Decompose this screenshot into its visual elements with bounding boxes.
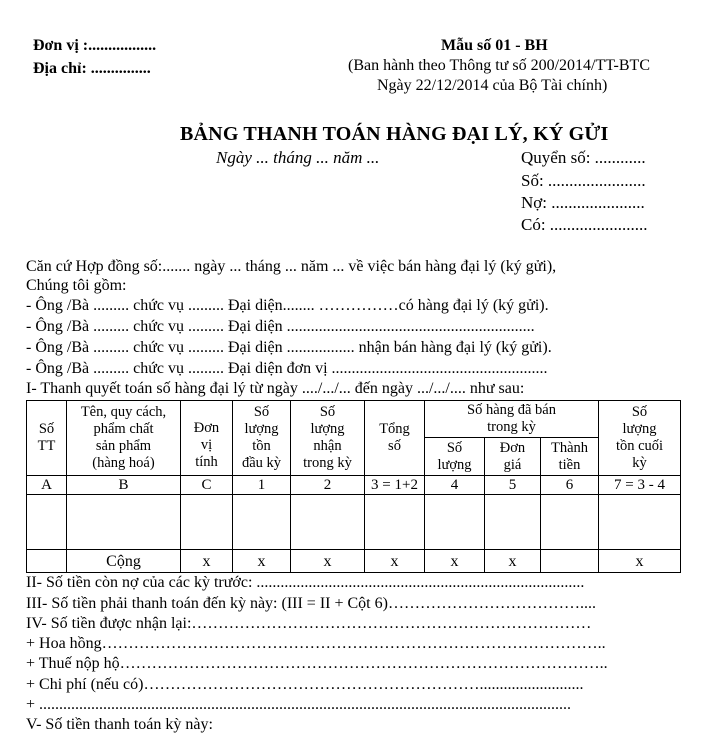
table-cell — [291, 495, 365, 550]
table-cell: x — [599, 550, 681, 573]
header-sold-qty: Số lượng — [425, 438, 485, 476]
table-cell — [541, 495, 599, 550]
table-cell: A — [27, 476, 67, 495]
section-1-heading: I- Thanh quyết toán số hàng đại lý từ ngày ..../.../... đến ngày .../.../.... như sau: — [26, 380, 525, 397]
commission-line: + Hoa hồng………………………………………………………………………………….. — [26, 635, 606, 652]
other-line: + ..................................................................................................................................... — [26, 696, 572, 713]
header-unit: Đơn vị tính — [181, 401, 233, 476]
header-product-name: Tên, quy cách, phẩm chất sản phẩm (hàng hoá) — [67, 401, 181, 476]
document-title: BẢNG THANH TOÁN HÀNG ĐẠI LÝ, KÝ GỬI — [180, 123, 609, 145]
table-header-row — [27, 401, 681, 438]
book-number: Quyển số: ............ — [521, 148, 646, 167]
header-sold-price: Đơn giá — [485, 438, 541, 476]
table-cell — [67, 495, 181, 550]
section-3-line: III- Số tiền phải thanh toán đến kỳ này: (III = II + Cột 6)……………………………….... — [26, 595, 596, 612]
table-cell: 1 — [233, 476, 291, 495]
header-sold-group: Số hàng đã bán trong kỳ — [425, 401, 599, 438]
table-cell: 5 — [485, 476, 541, 495]
table-total-row — [27, 550, 681, 573]
form-number: Mẫu số 01 - BH — [441, 37, 548, 54]
table-cell — [425, 495, 485, 550]
table-cell: C — [181, 476, 233, 495]
table-cell — [27, 495, 67, 550]
table-index-row — [27, 476, 681, 495]
tax-line: + Thuế nộp hộ……………………………………………………………………………….. — [26, 655, 608, 672]
representative-line-4: - Ông /Bà ......... chức vụ ......... Đại diện đơn vị ...................................................... — [26, 360, 548, 377]
settlement-table — [26, 400, 681, 573]
voucher-number: Số: ....................... — [521, 171, 646, 190]
section-5-line: V- Số tiền thanh toán kỳ này: — [26, 716, 213, 733]
table-cell: 7 = 3 - 4 — [599, 476, 681, 495]
contract-basis-line: Căn cứ Hợp đồng số:....... ngày ... tháng ... năm ... về việc bán hàng đại lý (ký gửi), — [26, 258, 557, 275]
issued-line-1: (Ban hành theo Thông tư số 200/2014/TT-BTC — [348, 57, 650, 74]
section-2-line: II- Số tiền còn nợ của các kỳ trước: .................................................................................. — [26, 574, 585, 591]
table-cell: 3 = 1+2 — [365, 476, 425, 495]
expense-line: + Chi phí (nếu có)……………………………………………………….......................... — [26, 676, 584, 693]
representative-line-1: - Ông /Bà ......... chức vụ ......... Đại diện........ ……………có hàng đại lý (ký gửi). — [26, 297, 549, 314]
table-cell: x — [365, 550, 425, 573]
issued-line-2: Ngày 22/12/2014 của Bộ Tài chính) — [377, 77, 608, 94]
table-cell — [27, 550, 67, 573]
header-closing-qty: Số lượng tồn cuối kỳ — [599, 401, 681, 476]
debit-account: Nợ: ...................... — [521, 193, 645, 212]
address-label: Địa chỉ: ............... — [33, 60, 151, 77]
table-cell — [233, 495, 291, 550]
table-cell: x — [233, 550, 291, 573]
representative-line-3: - Ông /Bà ......... chức vụ ......... Đại diện ................. nhận bán hàng đại lý (ký gửi). — [26, 339, 552, 356]
table-cell: 2 — [291, 476, 365, 495]
header-opening-qty: Số lượng tồn đầu kỳ — [233, 401, 291, 476]
we-include-line: Chúng tôi gồm: — [26, 277, 127, 294]
table-cell — [485, 495, 541, 550]
table-cell: x — [485, 550, 541, 573]
header-sold-amount: Thành tiền — [541, 438, 599, 476]
credit-account: Có: ....................... — [521, 215, 648, 234]
date-line: Ngày ... tháng ... năm ... — [216, 148, 380, 167]
header-received-qty: Số lượng nhận trong kỳ — [291, 401, 365, 476]
section-4-line: IV- Số tiền được nhận lại:………………………………………………………………… — [26, 615, 592, 632]
header-stt: Số TT — [27, 401, 67, 476]
table-cell — [599, 495, 681, 550]
table-cell: x — [291, 550, 365, 573]
table-row — [27, 495, 681, 550]
table-cell: 6 — [541, 476, 599, 495]
unit-label: Đơn vị :................. — [33, 37, 157, 54]
table-cell: x — [181, 550, 233, 573]
table-cell: 4 — [425, 476, 485, 495]
table-cell — [541, 550, 599, 573]
table-cell — [365, 495, 425, 550]
table-cell — [181, 495, 233, 550]
representative-line-2: - Ông /Bà ......... chức vụ ......... Đại diện .............................................................. — [26, 318, 535, 335]
table-cell: x — [425, 550, 485, 573]
table-cell: B — [67, 476, 181, 495]
total-label: Cộng — [67, 550, 181, 573]
header-total: Tổng số — [365, 401, 425, 476]
